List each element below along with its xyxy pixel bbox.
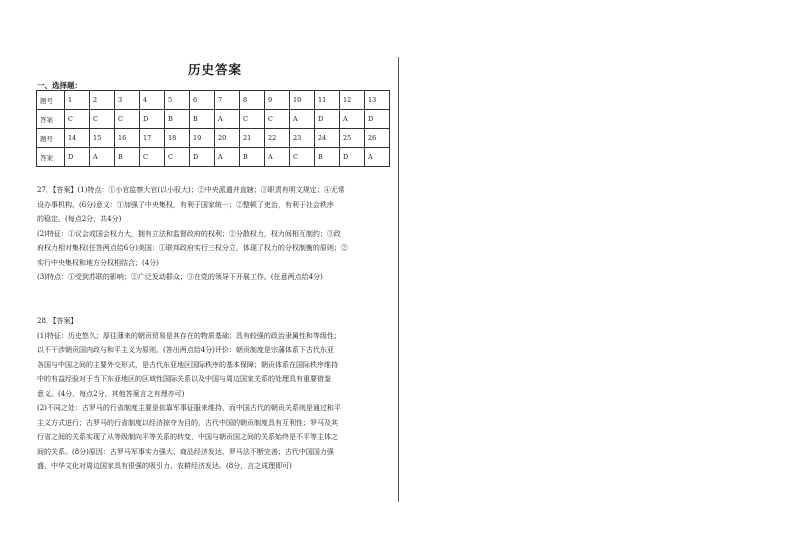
table-cell: B xyxy=(315,148,340,167)
table-cell: 16 xyxy=(115,129,140,148)
table-cell: C xyxy=(265,110,290,129)
table-cell: C xyxy=(65,110,90,129)
table-cell: 18 xyxy=(165,129,190,148)
answer-line: 盛、中华文化对周边国家具有很强的吸引力、农耕经济发达。(8分，言之成理即可) xyxy=(37,462,292,470)
q27-answer xyxy=(37,183,392,285)
answer-line: 府权力相对集权(任答两点给6分)美国：①联邦政府实行三权分立，体现了权力的分权制衡的原则；② xyxy=(37,244,348,252)
table-cell: A xyxy=(340,110,365,129)
table-cell: 26 xyxy=(365,129,390,148)
table-row xyxy=(37,129,390,148)
table-cell: 17 xyxy=(140,129,165,148)
table-cell: D xyxy=(365,110,390,129)
table-cell: C xyxy=(90,110,115,129)
table-cell: 7 xyxy=(215,91,240,110)
table-cell: C xyxy=(240,110,265,129)
table-cell: A xyxy=(265,148,290,167)
answer-line: 主义方式进行；古罗马的行省制度以经济掠夺为目的，古代中国的朝贡制度具有互利性；罗马及其 xyxy=(37,418,338,427)
answer-table xyxy=(36,90,390,167)
table-cell: B xyxy=(190,110,215,129)
table-cell: B xyxy=(115,148,140,167)
answer-line: 27．【答案】(1)特点：①小官监察大官(以小驭大)；②中央派遣并直辖；③职责有明文规定；④无常 xyxy=(37,186,345,194)
table-cell: 24 xyxy=(315,129,340,148)
table-cell: 8 xyxy=(240,91,265,110)
table-cell: 13 xyxy=(365,91,390,110)
table-cell: B xyxy=(165,110,190,129)
answer-line: 以不干涉朝贡国内政与和平主义为原则。(答出两点给4分)评价：朝贡制度是宗藩体系下古代东亚 xyxy=(37,346,334,354)
column-divider xyxy=(398,57,399,502)
row-header-cell: 题号 xyxy=(37,129,65,148)
table-cell: 9 xyxy=(265,91,290,110)
q28-answer xyxy=(37,314,392,474)
table-cell: D xyxy=(190,148,215,167)
answer-line: (2)特征：①议会或国会权力大，拥有立法和监督政府的权利；②分散权力，权力间相互制约；③政 xyxy=(37,229,341,238)
table-cell: C xyxy=(165,148,190,167)
table-cell: 2 xyxy=(90,91,115,110)
table-row xyxy=(37,91,390,110)
table-cell: 3 xyxy=(115,91,140,110)
table-row xyxy=(37,110,390,129)
table-cell: B xyxy=(240,148,265,167)
table-cell: 4 xyxy=(140,91,165,110)
answer-line: 28．【答案】 xyxy=(37,317,78,325)
page-title: 历史答案 xyxy=(187,62,242,77)
answer-line: 中的有益经验对于当下东亚地区的区域性国际关系以及中国与周边国家关系的处理具有重要借鉴 xyxy=(37,375,331,383)
table-cell: 23 xyxy=(290,129,315,148)
table-cell: A xyxy=(215,110,240,129)
answer-line: 行省之间的关系实现了从等级制向平等关系的转变，中国与朝贡国之间的关系始终是不平等主体之 xyxy=(37,433,338,441)
table-cell: 19 xyxy=(190,129,215,148)
table-cell: 5 xyxy=(165,91,190,110)
table-cell: A xyxy=(290,110,315,129)
row-header-cell: 答案 xyxy=(37,110,65,129)
row-header-cell: 答案 xyxy=(37,148,65,167)
answer-line: (3)特点：①受到苏联的影响；②广泛发动群众；③在党的领导下开展工作。(任意两点给4分) xyxy=(37,273,323,281)
table-cell: 21 xyxy=(240,129,265,148)
table-cell: A xyxy=(90,148,115,167)
table-cell: D xyxy=(65,148,90,167)
answer-line: 实行中央集权和地方分权相结合；(4分) xyxy=(37,258,159,267)
table-cell: 12 xyxy=(340,91,365,110)
table-cell: 25 xyxy=(340,129,365,148)
table-cell: D xyxy=(340,148,365,167)
answer-line: 的稳定。(每点2分，共4分) xyxy=(37,215,122,223)
answer-line: 设办事机构。(6分)意义：①加强了中央集权，有利于国家统一；②整顿了吏治，有利于社会秩序 xyxy=(37,200,334,209)
answer-line: 意义。(4分，每点2分，其他答案言之有理亦可) xyxy=(37,389,185,398)
table-cell: 14 xyxy=(65,129,90,148)
answer-line: (2)不同之处：古罗马的行省制度主要是依靠军事征服来维持，而中国古代的朝贡关系则是通过和平 xyxy=(37,404,341,412)
table-cell: A xyxy=(215,148,240,167)
table-cell: C xyxy=(290,148,315,167)
table-cell: A xyxy=(365,148,390,167)
table-cell: D xyxy=(315,110,340,129)
table-cell: 11 xyxy=(315,91,340,110)
row-header-cell: 题号 xyxy=(37,91,65,110)
answer-line: 各国与中国之间的主要外交形式，是古代东亚地区国际秩序的基本保障；朝贡体系在国际秩序维持 xyxy=(37,360,338,369)
table-row xyxy=(37,148,390,167)
table-cell: D xyxy=(140,110,165,129)
table-cell: 10 xyxy=(290,91,315,110)
table-cell: 20 xyxy=(215,129,240,148)
section-heading-choice: 一、选择题： xyxy=(37,81,82,90)
table-cell: C xyxy=(140,148,165,167)
table-cell: 6 xyxy=(190,91,215,110)
table-cell: C xyxy=(115,110,140,129)
table-cell: 1 xyxy=(65,91,90,110)
answer-line: 间的关系。(8分)原因：古罗马军事实力强大、商品经济发达、罗马法不断完善；古代中国国力强 xyxy=(37,447,334,456)
table-cell: 15 xyxy=(90,129,115,148)
table-cell: 22 xyxy=(265,129,290,148)
answer-line: (1)特征：历史悠久；厚往薄来的朝贡贸易是其存在的物质基础；具有较强的政治隶属性和等级性； xyxy=(37,331,341,340)
